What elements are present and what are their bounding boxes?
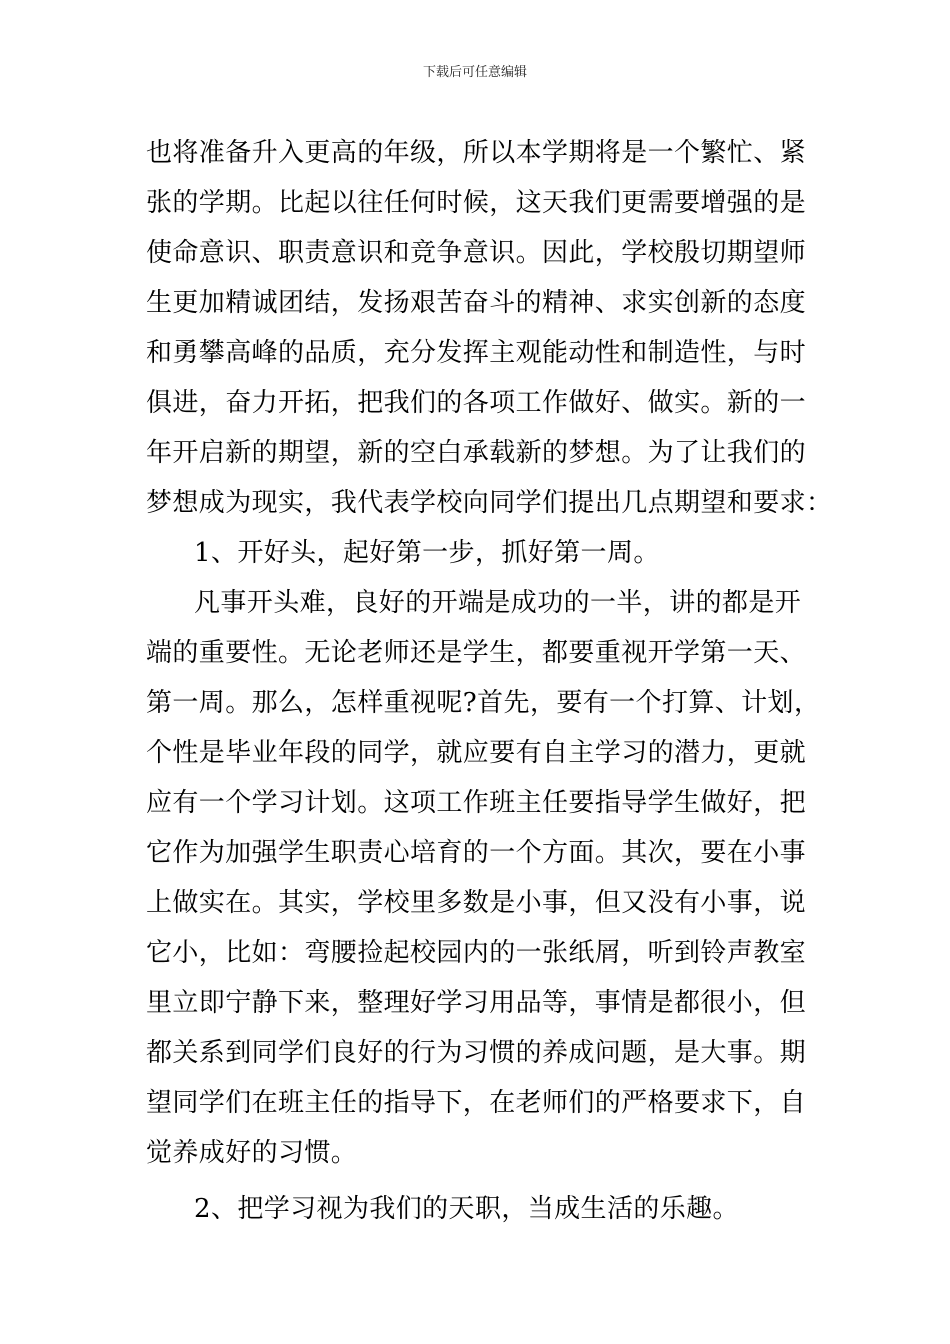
body-line: 生更加精诚团结，发扬艰苦奋斗的精神、求实创新的态度	[146, 288, 807, 318]
body-line: 应有一个学习计划。这项工作班主任要指导学生做好，把	[146, 788, 807, 818]
body-line: 和勇攀高峰的品质，充分发挥主观能动性和制造性，与时	[146, 338, 807, 368]
body-line: 望同学们在班主任的指导下，在老师们的严格要求下，自	[146, 1088, 807, 1118]
body-line: 都关系到同学们良好的行为习惯的养成问题，是大事。期	[146, 1038, 807, 1068]
body-line: 它小，比如：弯腰捡起校园内的一张纸屑，听到铃声教室	[146, 938, 807, 968]
body-line: 端的重要性。无论老师还是学生，都要重视开学第一天、	[146, 638, 807, 668]
paragraph-start: 凡事开头难，良好的开端是成功的一半，讲的都是开	[194, 588, 802, 618]
body-line: 也将准备升入更高的年级，所以本学期将是一个繁忙、紧	[146, 138, 807, 168]
body-line: 里立即宁静下来，整理好学习用品等，事情是都很小，但	[146, 988, 807, 1018]
body-line: 上做实在。其实，学校里多数是小事，但又没有小事，说	[146, 888, 807, 918]
body-line: 使命意识、职责意识和竞争意识。因此，学校殷切期望师	[146, 238, 807, 268]
body-line: 俱进，奋力开拓，把我们的各项工作做好、做实。新的一	[146, 388, 807, 418]
section-heading-2: 2、把学习视为我们的天职，当成生活的乐趣。	[194, 1194, 739, 1224]
body-line: 张的学期。比起以往任何时候，这天我们更需要增强的是	[146, 188, 807, 218]
body-line: 个性是毕业年段的同学，就应要有自主学习的潜力，更就	[146, 738, 807, 768]
body-line: 觉养成好的习惯。	[146, 1138, 358, 1168]
page-header: 下载后可任意编辑	[422, 65, 527, 80]
body-line: 梦想成为现实，我代表学校向同学们提出几点期望和要求：	[146, 488, 833, 518]
body-line: 它作为加强学生职责心培育的一个方面。其次，要在小事	[146, 838, 807, 868]
body-line: 第一周。那么，怎样重视呢?首先，要有一个打算、计划，	[146, 688, 821, 718]
body-line: 年开启新的期望，新的空白承载新的梦想。为了让我们的	[146, 438, 807, 468]
document-body	[146, 128, 833, 1234]
section-heading-1: 1、开好头，起好第一步，抓好第一周。	[194, 538, 660, 568]
